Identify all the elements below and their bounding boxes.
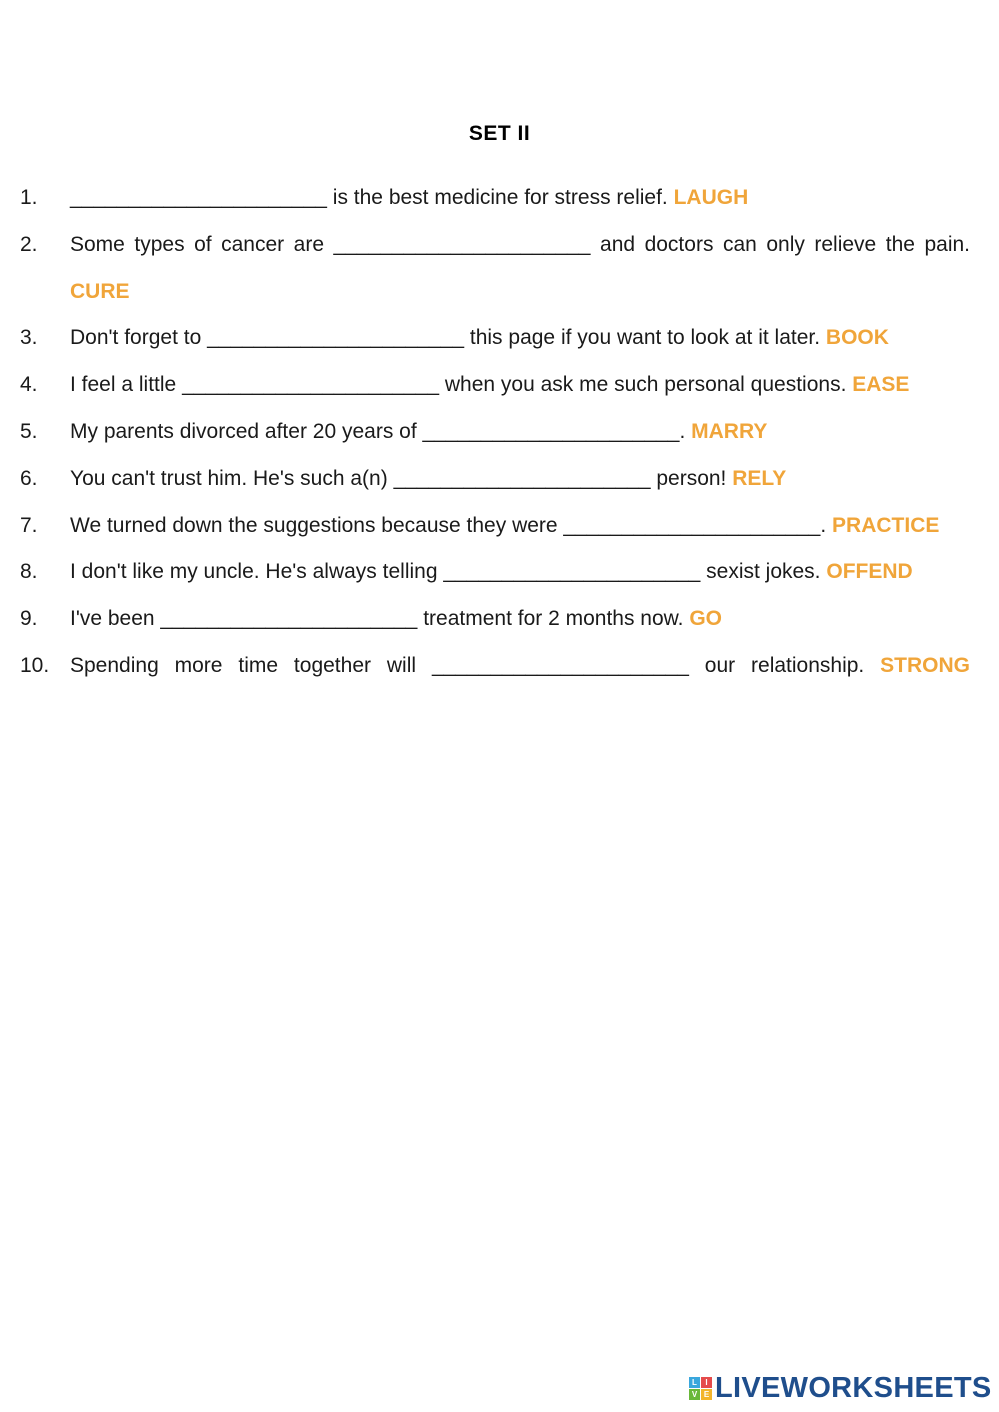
answer-blank[interactable]: ______________________ — [70, 186, 327, 209]
list-item — [20, 409, 970, 456]
answer-blank[interactable]: ______________________ — [207, 326, 465, 350]
item-text-before: You can't trust him. He's such a(n) — [70, 466, 394, 490]
item-keyword: CURE — [70, 279, 130, 303]
item-text-after: sexist jokes. — [700, 560, 827, 584]
list-item — [20, 596, 970, 643]
item-text-after: . — [679, 419, 692, 443]
answer-blank[interactable]: ______________________ — [182, 373, 440, 397]
logo-mark-letter: L — [689, 1377, 700, 1388]
liveworksheets-logo — [689, 1373, 992, 1403]
list-item — [20, 456, 970, 503]
item-text-before: I don't like my uncle. He's always telling — [70, 560, 444, 584]
item-keyword: STRONG — [880, 653, 970, 677]
item-number: 8. — [20, 560, 38, 584]
item-number: 7. — [20, 513, 38, 537]
item-text-after: this page if you want to look at it later. — [464, 326, 826, 350]
item-number: 2. — [20, 232, 38, 256]
item-text-after: . — [820, 513, 833, 537]
item-text-before: Don't forget to — [70, 326, 208, 350]
list-item — [20, 643, 970, 690]
answer-blank[interactable]: ______________________ — [563, 513, 821, 537]
answer-blank[interactable]: ______________________ — [431, 653, 689, 677]
logo-mark-letter: I — [701, 1377, 712, 1388]
item-text-after: our relationship. — [688, 653, 881, 677]
item-number: 1. — [20, 186, 38, 209]
item-number: 5. — [20, 419, 38, 443]
item-text-after: person! — [650, 466, 733, 490]
logo-text: LIVEWORKSHEETS — [715, 1371, 992, 1404]
item-number: 10. — [20, 653, 50, 677]
item-text-after: treatment for 2 months now. — [417, 607, 690, 631]
item-text-before: Some types of cancer are — [70, 232, 334, 256]
page-title: SET II — [468, 122, 531, 145]
item-text-after: is the best medicine for stress relief. — [326, 186, 674, 209]
logo-mark-letter: E — [701, 1389, 712, 1400]
item-keyword: GO — [689, 607, 723, 631]
item-keyword: OFFEND — [826, 560, 913, 584]
list-item — [20, 503, 970, 550]
answer-blank[interactable]: ______________________ — [160, 607, 418, 631]
item-text-before: My parents divorced after 20 years of — [70, 419, 423, 443]
item-number: 9. — [20, 607, 38, 631]
list-item — [20, 222, 970, 316]
item-keyword: LAUGH — [673, 186, 749, 209]
logo-mark-letter: V — [689, 1389, 700, 1400]
item-keyword: EASE — [852, 373, 910, 397]
exercise-list — [20, 175, 970, 690]
item-keyword: PRACTICE — [832, 513, 940, 537]
item-number: 3. — [20, 326, 38, 350]
item-text-after: and doctors can only relieve the pain. — [590, 232, 971, 256]
item-keyword: RELY — [732, 466, 787, 490]
item-text-before: I feel a little — [70, 373, 183, 397]
answer-blank[interactable]: ______________________ — [443, 560, 701, 584]
logo-mark-icon — [689, 1377, 712, 1400]
list-item — [20, 362, 970, 409]
item-text-after: when you ask me such personal questions. — [439, 373, 853, 397]
list-item — [20, 175, 970, 222]
list-item — [20, 315, 970, 362]
item-keyword: MARRY — [691, 419, 768, 443]
item-number: 4. — [20, 373, 38, 397]
answer-blank[interactable]: ______________________ — [422, 419, 680, 443]
list-item — [20, 549, 970, 596]
item-number: 6. — [20, 466, 38, 490]
item-text-before: We turned down the suggestions because they were — [70, 513, 564, 537]
item-text-before: I've been — [70, 607, 161, 631]
answer-blank[interactable]: ______________________ — [333, 232, 591, 256]
item-text-before: Spending more time together will — [70, 653, 432, 677]
item-keyword: BOOK — [825, 326, 889, 350]
answer-blank[interactable]: ______________________ — [393, 466, 651, 490]
